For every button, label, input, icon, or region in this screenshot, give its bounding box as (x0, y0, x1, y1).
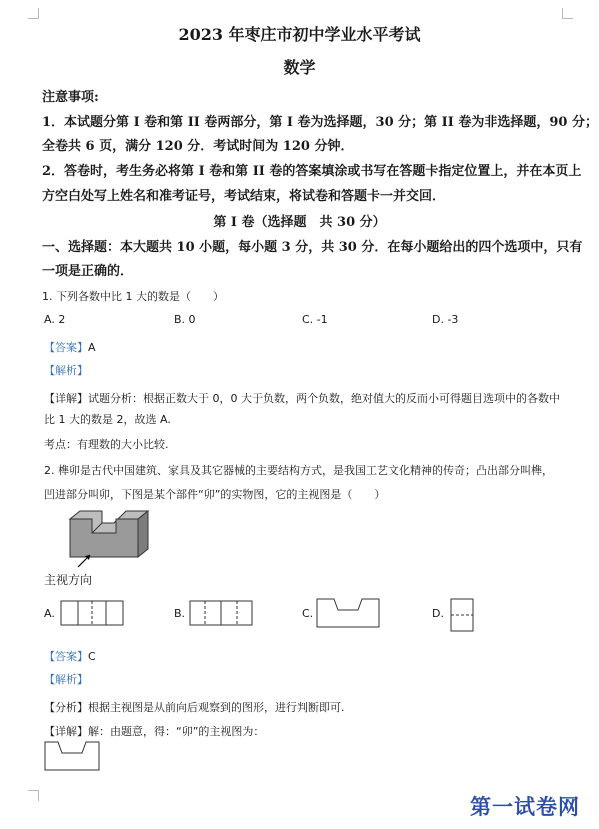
q2-option-b-label: B. (174, 607, 186, 620)
figure-side-face (138, 511, 148, 557)
q2-option-b-figure (189, 600, 253, 626)
q1-detail-a (44, 387, 560, 406)
q1-detail-b: 比 1 大的数是 2，故选 A. (44, 413, 171, 426)
q2-answer (44, 645, 96, 664)
crop-mark-top-right (562, 8, 573, 19)
q2-option-a-label: A. (44, 607, 55, 620)
q2-answer-label: 【答案】 (44, 650, 88, 663)
q1-answer-value: A (88, 341, 96, 354)
q2-stem-a: 2. 榫卯是古代中国建筑、家具及其它器械的主要结构方式，是我国工艺文化精神的传奇；凸出部分叫榫， (44, 464, 553, 477)
q1-answer-label: 【答案】 (44, 341, 88, 354)
notice-line1b: 全卷共 6 页，满分 120 分．考试时间为 120 分钟． (42, 139, 354, 154)
q2-detail (44, 720, 264, 739)
q2-option-a-figure (60, 600, 124, 626)
section-intro-a: 一、选择题：本大题共 10 小题，每小题 3 分，共 30 分．在每小题给出的四个选项中，只有 (42, 240, 583, 255)
exam-title: 2023 年枣庄市初中学业水平考试 (178, 25, 421, 44)
q2-fenxi-text: 根据主视图是从前向后观察到的图形，进行判断即可. (88, 701, 345, 714)
notice-heading: 注意事项: (42, 90, 99, 105)
notice-line2b: 方空白处写上姓名和准考证号，考试结束，将试卷和答题卡一并交回． (42, 189, 446, 204)
q2-fenxi-label: 【分析】 (44, 701, 88, 714)
q2-analysis-label: 【解析】 (44, 673, 88, 686)
q2-option-d-figure (450, 598, 474, 632)
q2-option-d-label: D. (432, 607, 444, 620)
q2-answer-value: C (88, 650, 96, 663)
notice-line1a: 1．本试题分第 I 卷和第 II 卷两部分，第 I 卷为选择题，30 分；第 II 卷为非选择题，90 分； (42, 115, 598, 130)
section-heading: 第 I 卷（选择题 共 30 分） (213, 215, 386, 230)
solution-outline (45, 742, 99, 770)
q2-option-c-figure (316, 598, 380, 628)
q2-detail-text: 解：由题意，得：“卯”的主视图为： (88, 725, 265, 738)
q2-detail-label: 【详解】 (44, 725, 88, 738)
q1-stem: 1. 下列各数中比 1 大的数是（ ） (42, 290, 224, 303)
q1-point: 考点：有理数的大小比较. (44, 438, 169, 451)
q1-option-b: B. 0 (174, 313, 196, 326)
option-c-outline (317, 599, 379, 627)
section-intro-b: 一项是正确的． (42, 264, 134, 279)
crop-mark-top-left (28, 8, 39, 19)
subject-title: 数学 (283, 58, 316, 77)
watermark-logo: 第一试卷网 (470, 794, 580, 819)
q1-option-c: C. -1 (302, 313, 328, 326)
mortise-3d-figure (52, 505, 152, 575)
q1-option-d: D. -3 (432, 313, 459, 326)
q2-fenxi (44, 696, 345, 715)
q2-stem-b: 凹进部分叫卯，下图是某个部件“卯”的实物图，它的主视图是（ ） (44, 488, 386, 501)
q1-option-a: A. 2 (44, 313, 66, 326)
q1-detail-text-a: 试题分析：根据正数大于 0，0 大于负数，两个负数，绝对值大的反而小可得题目选项中的各数中 (88, 392, 560, 405)
q1-detail-label: 【详解】 (44, 392, 88, 405)
crop-mark-bottom-left (28, 790, 39, 801)
q2-option-c-label: C. (302, 607, 314, 620)
notice-line2a: 2．答卷时，考生务必将第 I 卷和第 II 卷的答案填涂或书写在答题卡指定位置上，并在本页上 (42, 164, 582, 179)
q1-answer (44, 336, 96, 355)
q1-analysis-label: 【解析】 (44, 364, 88, 377)
view-direction-label: 主视方向 (44, 573, 93, 587)
q2-solution-figure (44, 741, 100, 771)
